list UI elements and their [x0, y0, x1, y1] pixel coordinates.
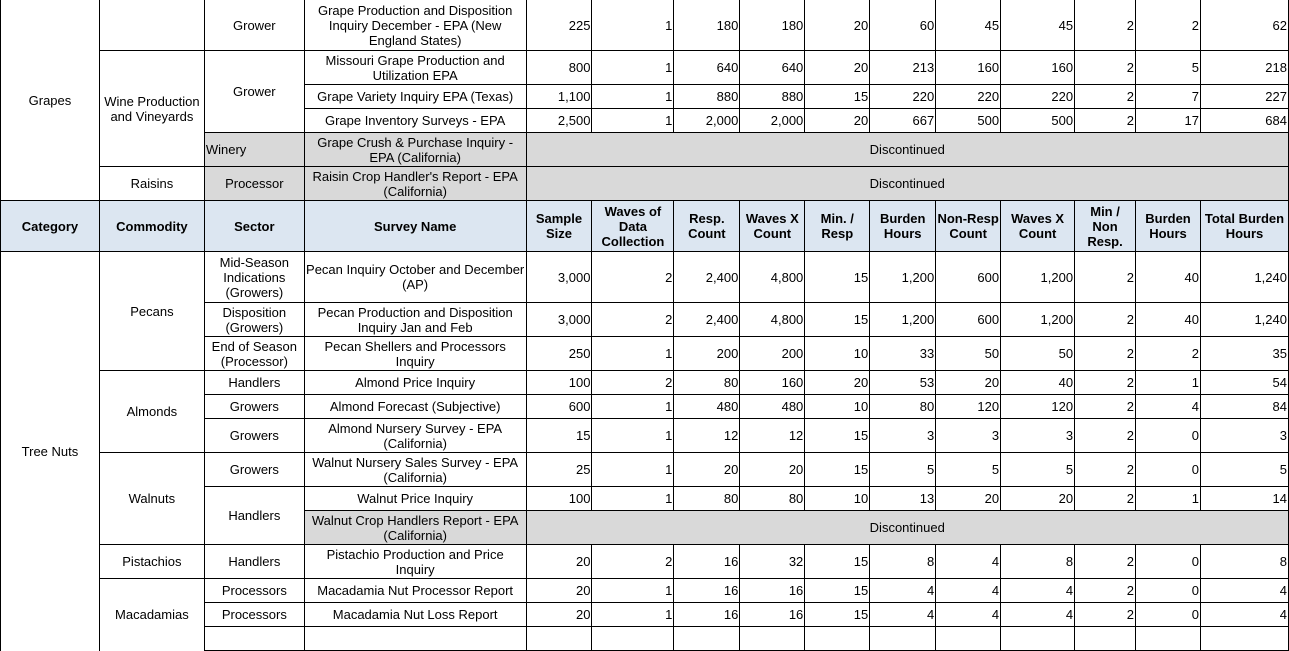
sample-size-cell: 2,500 — [526, 109, 592, 133]
waves-x-count-2-cell — [1001, 627, 1075, 651]
waves-x-count-2-cell: 160 — [1001, 51, 1075, 85]
min-non-resp-cell: 2 — [1075, 371, 1136, 395]
header-commodity: Commodity — [99, 201, 204, 252]
header-row — [1, 201, 1289, 252]
burden-hours-cell: 53 — [870, 371, 936, 395]
waves-x-count-cell — [740, 627, 805, 651]
burden-hours-cell: 213 — [870, 51, 936, 85]
survey-name-cell: Pistachio Production and Price Inquiry — [304, 545, 526, 579]
table-row — [1, 167, 1289, 201]
sample-size-cell: 1,100 — [526, 85, 592, 109]
discontinued-cell: Discontinued — [526, 133, 1289, 167]
waves-cell: 1 — [592, 579, 674, 603]
sector-cell: Growers — [204, 419, 304, 453]
min-non-resp-cell: 2 — [1075, 0, 1136, 51]
waves-x-count-2-cell: 45 — [1001, 0, 1075, 51]
survey-name-cell: Almond Forecast (Subjective) — [304, 395, 526, 419]
survey-name-cell: Almond Price Inquiry — [304, 371, 526, 395]
waves-cell: 2 — [592, 303, 674, 337]
header-burden-hours: Burden Hours — [870, 201, 936, 252]
waves-x-count-2-cell: 50 — [1001, 337, 1075, 371]
sample-size-cell: 3,000 — [526, 303, 592, 337]
min-resp-cell — [805, 627, 870, 651]
min-resp-cell: 15 — [805, 603, 870, 627]
burden-hours-cell: 220 — [870, 85, 936, 109]
sample-size-cell: 20 — [526, 545, 592, 579]
waves-x-count-cell: 4,800 — [740, 252, 805, 303]
sector-cell: Mid-Season Indications (Growers) — [204, 252, 304, 303]
table-row — [1, 0, 1289, 51]
waves-cell: 1 — [592, 487, 674, 511]
waves-x-count-2-cell: 4 — [1001, 579, 1075, 603]
waves-cell: 1 — [592, 109, 674, 133]
total-burden-cell: 227 — [1200, 85, 1288, 109]
waves-cell: 1 — [592, 603, 674, 627]
resp-count-cell: 80 — [674, 487, 740, 511]
header-waves-x-count-2: Waves X Count — [1001, 201, 1075, 252]
category-cell: Grapes — [1, 0, 100, 201]
survey-name-cell: Grape Inventory Surveys - EPA — [304, 109, 526, 133]
total-burden-cell: 684 — [1200, 109, 1288, 133]
survey-name-cell: Walnut Crop Handlers Report - EPA (California) — [304, 511, 526, 545]
non-resp-count-cell: 4 — [936, 545, 1001, 579]
waves-x-count-2-cell: 120 — [1001, 395, 1075, 419]
burden-hours-2-cell: 0 — [1136, 603, 1201, 627]
resp-count-cell: 200 — [674, 337, 740, 371]
resp-count-cell: 20 — [674, 453, 740, 487]
table-row — [1, 545, 1289, 579]
waves-x-count-cell: 16 — [740, 579, 805, 603]
burden-hours-cell: 4 — [870, 579, 936, 603]
min-resp-cell: 10 — [805, 337, 870, 371]
commodity-cell: Almonds — [99, 371, 204, 453]
commodity-cell: Macadamias — [99, 579, 204, 651]
waves-x-count-cell: 180 — [740, 0, 805, 51]
non-resp-count-cell: 50 — [936, 337, 1001, 371]
waves-cell: 2 — [592, 371, 674, 395]
min-resp-cell: 10 — [805, 395, 870, 419]
waves-x-count-cell: 2,000 — [740, 109, 805, 133]
non-resp-count-cell: 600 — [936, 303, 1001, 337]
resp-count-cell: 2,400 — [674, 252, 740, 303]
non-resp-count-cell: 5 — [936, 453, 1001, 487]
waves-cell: 1 — [592, 337, 674, 371]
non-resp-count-cell: 120 — [936, 395, 1001, 419]
table-row — [1, 252, 1289, 303]
min-non-resp-cell: 2 — [1075, 579, 1136, 603]
waves-cell: 1 — [592, 419, 674, 453]
sector-cell: Disposition (Growers) — [204, 303, 304, 337]
header-survey-name: Survey Name — [304, 201, 526, 252]
min-resp-cell: 10 — [805, 487, 870, 511]
min-non-resp-cell: 2 — [1075, 603, 1136, 627]
burden-hours-cell: 667 — [870, 109, 936, 133]
resp-count-cell: 180 — [674, 0, 740, 51]
waves-x-count-cell: 160 — [740, 371, 805, 395]
header-min-resp: Min. / Resp — [805, 201, 870, 252]
survey-name-cell: Macadamia Nut Processor Report — [304, 579, 526, 603]
min-resp-cell: 20 — [805, 0, 870, 51]
min-resp-cell: 15 — [805, 85, 870, 109]
commodity-cell: Walnuts — [99, 453, 204, 545]
total-burden-cell: 1,240 — [1200, 252, 1288, 303]
min-non-resp-cell: 2 — [1075, 252, 1136, 303]
survey-name-cell: Grape Crush & Purchase Inquiry - EPA (California) — [304, 133, 526, 167]
resp-count-cell: 480 — [674, 395, 740, 419]
burden-hours-cell: 1,200 — [870, 303, 936, 337]
header-waves-x-count: Waves X Count — [740, 201, 805, 252]
sector-cell: Growers — [204, 453, 304, 487]
sample-size-cell: 600 — [526, 395, 592, 419]
non-resp-count-cell: 4 — [936, 579, 1001, 603]
header-min-non-resp: Min / Non Resp. — [1075, 201, 1136, 252]
sector-cell — [204, 627, 304, 651]
sector-cell: Grower — [204, 51, 304, 133]
header-total-burden: Total Burden Hours — [1200, 201, 1288, 252]
non-resp-count-cell: 220 — [936, 85, 1001, 109]
non-resp-count-cell — [936, 627, 1001, 651]
sector-cell: Growers — [204, 395, 304, 419]
non-resp-count-cell: 3 — [936, 419, 1001, 453]
survey-name-cell: Macadamia Nut Loss Report — [304, 603, 526, 627]
resp-count-cell: 880 — [674, 85, 740, 109]
non-resp-count-cell: 20 — [936, 487, 1001, 511]
survey-name-cell: Pecan Shellers and Processors Inquiry — [304, 337, 526, 371]
survey-name-cell: Pecan Inquiry October and December (AP) — [304, 252, 526, 303]
burden-hours-cell: 33 — [870, 337, 936, 371]
sample-size-cell: 250 — [526, 337, 592, 371]
non-resp-count-cell: 160 — [936, 51, 1001, 85]
sector-cell: Winery — [204, 133, 304, 167]
header-burden-hours-2: Burden Hours — [1136, 201, 1201, 252]
waves-cell: 1 — [592, 85, 674, 109]
discontinued-cell: Discontinued — [526, 167, 1289, 201]
total-burden-cell: 84 — [1200, 395, 1288, 419]
waves-x-count-cell: 880 — [740, 85, 805, 109]
sector-cell: Handlers — [204, 487, 304, 545]
table-row — [1, 371, 1289, 395]
min-non-resp-cell: 2 — [1075, 109, 1136, 133]
commodity-cell: Raisins — [99, 167, 204, 201]
waves-x-count-2-cell: 1,200 — [1001, 303, 1075, 337]
waves-cell: 1 — [592, 51, 674, 85]
waves-x-count-2-cell: 3 — [1001, 419, 1075, 453]
sector-cell: Processors — [204, 603, 304, 627]
non-resp-count-cell: 600 — [936, 252, 1001, 303]
sample-size-cell: 3,000 — [526, 252, 592, 303]
burden-hours-cell: 1,200 — [870, 252, 936, 303]
min-resp-cell: 15 — [805, 545, 870, 579]
resp-count-cell: 640 — [674, 51, 740, 85]
min-non-resp-cell: 2 — [1075, 395, 1136, 419]
table-row — [1, 579, 1289, 603]
resp-count-cell: 16 — [674, 603, 740, 627]
waves-x-count-cell: 480 — [740, 395, 805, 419]
total-burden-cell: 4 — [1200, 579, 1288, 603]
min-non-resp-cell: 2 — [1075, 453, 1136, 487]
sector-cell: Processor — [204, 167, 304, 201]
min-resp-cell: 20 — [805, 109, 870, 133]
burden-hours-cell: 8 — [870, 545, 936, 579]
survey-name-cell: Grape Production and Disposition Inquiry December - EPA (New England States) — [304, 0, 526, 51]
category-cell: Tree Nuts — [1, 252, 100, 651]
burden-hours-2-cell: 0 — [1136, 419, 1201, 453]
waves-cell: 1 — [592, 0, 674, 51]
min-resp-cell: 15 — [805, 453, 870, 487]
resp-count-cell — [674, 627, 740, 651]
header-sector: Sector — [204, 201, 304, 252]
waves-x-count-cell: 12 — [740, 419, 805, 453]
header-waves: Waves of Data Collection — [592, 201, 674, 252]
burden-hours-2-cell — [1136, 627, 1201, 651]
sector-cell: Grower — [204, 0, 304, 51]
survey-name-cell: Walnut Price Inquiry — [304, 487, 526, 511]
commodity-cell: Pistachios — [99, 545, 204, 579]
min-non-resp-cell: 2 — [1075, 337, 1136, 371]
burden-hours-2-cell: 5 — [1136, 51, 1201, 85]
sample-size-cell: 225 — [526, 0, 592, 51]
waves-cell: 1 — [592, 395, 674, 419]
burden-hours-2-cell: 0 — [1136, 453, 1201, 487]
total-burden-cell: 1,240 — [1200, 303, 1288, 337]
resp-count-cell: 80 — [674, 371, 740, 395]
burden-hours-cell: 80 — [870, 395, 936, 419]
sample-size-cell: 20 — [526, 603, 592, 627]
total-burden-cell: 4 — [1200, 603, 1288, 627]
survey-name-cell: Grape Variety Inquiry EPA (Texas) — [304, 85, 526, 109]
waves-x-count-cell: 200 — [740, 337, 805, 371]
header-non-resp-count: Non-Resp Count — [936, 201, 1001, 252]
burden-hours-2-cell: 0 — [1136, 579, 1201, 603]
survey-name-cell: Missouri Grape Production and Utilization EPA — [304, 51, 526, 85]
waves-x-count-cell: 640 — [740, 51, 805, 85]
min-non-resp-cell: 2 — [1075, 85, 1136, 109]
min-resp-cell: 15 — [805, 579, 870, 603]
total-burden-cell: 5 — [1200, 453, 1288, 487]
sample-size-cell: 15 — [526, 419, 592, 453]
burden-hours-cell — [870, 627, 936, 651]
burden-hours-2-cell: 1 — [1136, 371, 1201, 395]
table-row — [1, 453, 1289, 487]
waves-cell: 1 — [592, 453, 674, 487]
sample-size-cell: 100 — [526, 371, 592, 395]
total-burden-cell: 54 — [1200, 371, 1288, 395]
min-non-resp-cell: 2 — [1075, 51, 1136, 85]
burden-hours-2-cell: 1 — [1136, 487, 1201, 511]
min-resp-cell: 15 — [805, 252, 870, 303]
burden-hours-2-cell: 0 — [1136, 545, 1201, 579]
resp-count-cell: 2,000 — [674, 109, 740, 133]
resp-count-cell: 2,400 — [674, 303, 740, 337]
burden-hours-2-cell: 40 — [1136, 252, 1201, 303]
sample-size-cell: 100 — [526, 487, 592, 511]
waves-cell — [592, 627, 674, 651]
discontinued-cell: Discontinued — [526, 511, 1289, 545]
survey-name-cell: Almond Nursery Survey - EPA (California) — [304, 419, 526, 453]
waves-x-count-cell: 4,800 — [740, 303, 805, 337]
waves-cell: 2 — [592, 545, 674, 579]
burden-hours-2-cell: 17 — [1136, 109, 1201, 133]
burden-hours-2-cell: 7 — [1136, 85, 1201, 109]
sample-size-cell — [526, 627, 592, 651]
total-burden-cell: 8 — [1200, 545, 1288, 579]
total-burden-cell: 218 — [1200, 51, 1288, 85]
min-resp-cell: 20 — [805, 51, 870, 85]
min-non-resp-cell: 2 — [1075, 419, 1136, 453]
sector-cell: Processors — [204, 579, 304, 603]
waves-x-count-2-cell: 8 — [1001, 545, 1075, 579]
waves-cell: 2 — [592, 252, 674, 303]
waves-x-count-2-cell: 5 — [1001, 453, 1075, 487]
sample-size-cell: 20 — [526, 579, 592, 603]
waves-x-count-2-cell: 4 — [1001, 603, 1075, 627]
burden-hours-2-cell: 4 — [1136, 395, 1201, 419]
min-resp-cell: 15 — [805, 419, 870, 453]
total-burden-cell: 3 — [1200, 419, 1288, 453]
header-resp-count: Resp. Count — [674, 201, 740, 252]
survey-name-cell: Pecan Production and Disposition Inquiry Jan and Feb — [304, 303, 526, 337]
resp-count-cell: 12 — [674, 419, 740, 453]
sector-cell: Handlers — [204, 371, 304, 395]
waves-x-count-2-cell: 20 — [1001, 487, 1075, 511]
total-burden-cell: 35 — [1200, 337, 1288, 371]
waves-x-count-cell: 20 — [740, 453, 805, 487]
waves-x-count-2-cell: 220 — [1001, 85, 1075, 109]
header-sample-size: Sample Size — [526, 201, 592, 252]
sample-size-cell: 25 — [526, 453, 592, 487]
waves-x-count-cell: 80 — [740, 487, 805, 511]
non-resp-count-cell: 4 — [936, 603, 1001, 627]
total-burden-cell: 14 — [1200, 487, 1288, 511]
header-category: Category — [1, 201, 100, 252]
waves-x-count-cell: 32 — [740, 545, 805, 579]
waves-x-count-2-cell: 500 — [1001, 109, 1075, 133]
waves-x-count-2-cell: 1,200 — [1001, 252, 1075, 303]
min-resp-cell: 15 — [805, 303, 870, 337]
burden-hours-cell: 5 — [870, 453, 936, 487]
burden-hours-2-cell: 40 — [1136, 303, 1201, 337]
min-non-resp-cell: 2 — [1075, 487, 1136, 511]
min-resp-cell: 20 — [805, 371, 870, 395]
min-non-resp-cell: 2 — [1075, 545, 1136, 579]
sector-cell: End of Season (Processor) — [204, 337, 304, 371]
commodity-cell: Pecans — [99, 252, 204, 371]
min-non-resp-cell — [1075, 627, 1136, 651]
total-burden-cell: 62 — [1200, 0, 1288, 51]
commodity-cell: Wine Production and Vineyards — [99, 51, 204, 167]
non-resp-count-cell: 500 — [936, 109, 1001, 133]
burden-hours-2-cell: 2 — [1136, 0, 1201, 51]
non-resp-count-cell: 20 — [936, 371, 1001, 395]
total-burden-cell — [1200, 627, 1288, 651]
burden-hours-cell: 4 — [870, 603, 936, 627]
survey-name-cell — [304, 627, 526, 651]
table-row — [1, 51, 1289, 85]
resp-count-cell: 16 — [674, 545, 740, 579]
commodity-cell — [99, 0, 204, 51]
survey-name-cell: Raisin Crop Handler's Report - EPA (California) — [304, 167, 526, 201]
burden-hours-cell: 3 — [870, 419, 936, 453]
waves-x-count-cell: 16 — [740, 603, 805, 627]
sample-size-cell: 800 — [526, 51, 592, 85]
burden-hours-2-cell: 2 — [1136, 337, 1201, 371]
sector-cell: Handlers — [204, 545, 304, 579]
waves-x-count-2-cell: 40 — [1001, 371, 1075, 395]
burden-hours-cell: 60 — [870, 0, 936, 51]
min-non-resp-cell: 2 — [1075, 303, 1136, 337]
resp-count-cell: 16 — [674, 579, 740, 603]
burden-hours-cell: 13 — [870, 487, 936, 511]
non-resp-count-cell: 45 — [936, 0, 1001, 51]
survey-name-cell: Walnut Nursery Sales Survey - EPA (California) — [304, 453, 526, 487]
